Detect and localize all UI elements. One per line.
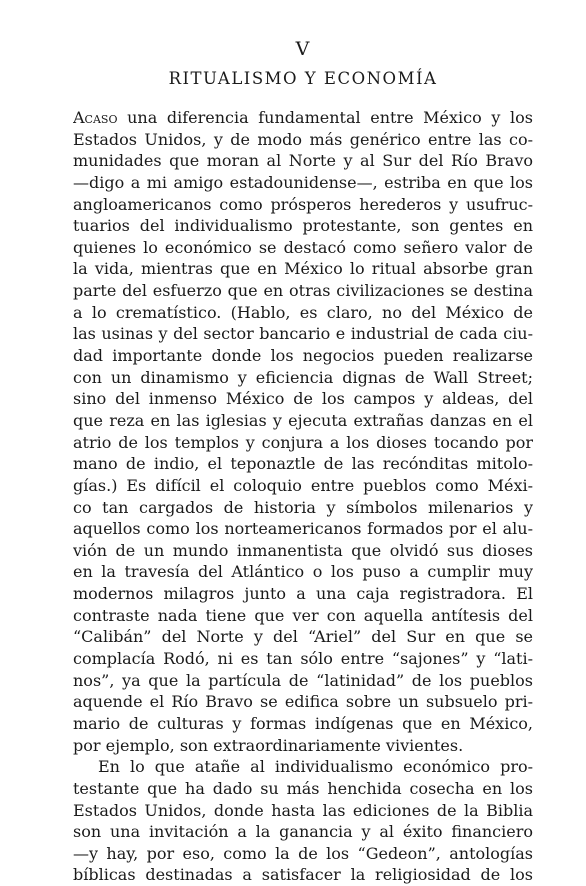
text-line: Acaso una diferencia fundamental entre México y los bbox=[73, 108, 533, 127]
text-line: nos”, ya que la partícula de “latinidad” de los pueblos bbox=[73, 670, 533, 690]
text-line: —y hay, por eso, como la de los “Gedeon”, antologías bbox=[73, 843, 533, 863]
text-line: vión de un mundo inmanentista que olvidó sus dioses bbox=[73, 540, 533, 560]
text-line: por ejemplo, son extraordinariamente vivientes. bbox=[73, 735, 464, 755]
text-line: “Calibán” del Norte y del “Ariel” del Sur en que se bbox=[73, 627, 533, 647]
text-line: tuarios del individualismo protestante, son gentes en bbox=[73, 216, 533, 236]
text-line: a lo crematístico. (Hablo, es claro, no del México de bbox=[73, 302, 533, 322]
text-line: dad importante donde los negocios pueden realizarse bbox=[73, 346, 533, 366]
text-line: modernos milagros junto a una caja registradora. El bbox=[73, 584, 533, 604]
text-line: que reza en las iglesias y ejecuta extrañas danzas en el bbox=[73, 410, 533, 430]
text-line: gías.) Es difícil el coloquio entre pueblos como Méxi- bbox=[73, 475, 533, 495]
body-text bbox=[73, 107, 533, 886]
text-line: mario de culturas y formas indígenas que en México, bbox=[73, 713, 533, 733]
text-line: las usinas y del sector bancario e industrial de cada ciu- bbox=[73, 324, 533, 344]
text-line: sino del inmenso México de los campos y aldeas, del bbox=[73, 389, 533, 409]
text-line: mano de indio, el teponaztle de las recónditas mitolo- bbox=[73, 454, 533, 474]
text-line: angloamericanos como prósperos herederos y usufruc- bbox=[73, 194, 533, 214]
text-line: aquende el Río Bravo se edifica sobre un subsuelo pri- bbox=[73, 692, 533, 712]
text-line: la vida, mientras que en México lo ritual absorbe gran bbox=[73, 259, 533, 279]
text-line: quienes lo económico se destacó como señero valor de bbox=[73, 237, 533, 257]
text-line: co tan cargados de historia y símbolos milenarios y bbox=[73, 497, 533, 517]
text-line: Estados Unidos, y de modo más genérico entre las co- bbox=[73, 129, 533, 149]
text-line: bíblicas destinadas a satisfacer la religiosidad de los bbox=[73, 865, 533, 885]
text-line: contraste nada tiene que ver con aquella antítesis del bbox=[73, 605, 533, 625]
text-line: munidades que moran al Norte y al Sur del Río Bravo bbox=[73, 151, 533, 171]
text-line: son una invitación a la ganancia y al éxito financiero bbox=[73, 822, 533, 842]
text-line: testante que ha dado su más henchida cosecha en los bbox=[73, 778, 533, 798]
text-line: con un dinamismo y eficiencia dignas de Wall Street; bbox=[73, 367, 533, 387]
chapter-title: RITUALISMO Y ECONOMÍA bbox=[168, 69, 438, 88]
text-line: atrio de los templos y conjura a los dioses tocando por bbox=[73, 432, 533, 452]
text-line: En lo que atañe al individualismo económico pro- bbox=[98, 757, 533, 777]
text-line: Estados Unidos, donde hasta las ediciones de la Biblia bbox=[73, 800, 533, 820]
text-line: —digo a mi amigo estadounidense—, estriba en que los bbox=[73, 172, 533, 192]
chapter-number: V bbox=[295, 38, 311, 60]
text-line: aquellos como los norteamericanos formados por el alu- bbox=[73, 519, 533, 539]
text-line: en la travesía del Atlántico o los puso a cumplir muy bbox=[73, 562, 533, 582]
text-line: complacía Rodó, ni es tan sólo entre “sajones” y “lati- bbox=[73, 649, 533, 669]
text-line: parte del esfuerzo que en otras civilizaciones se destina bbox=[73, 281, 533, 301]
